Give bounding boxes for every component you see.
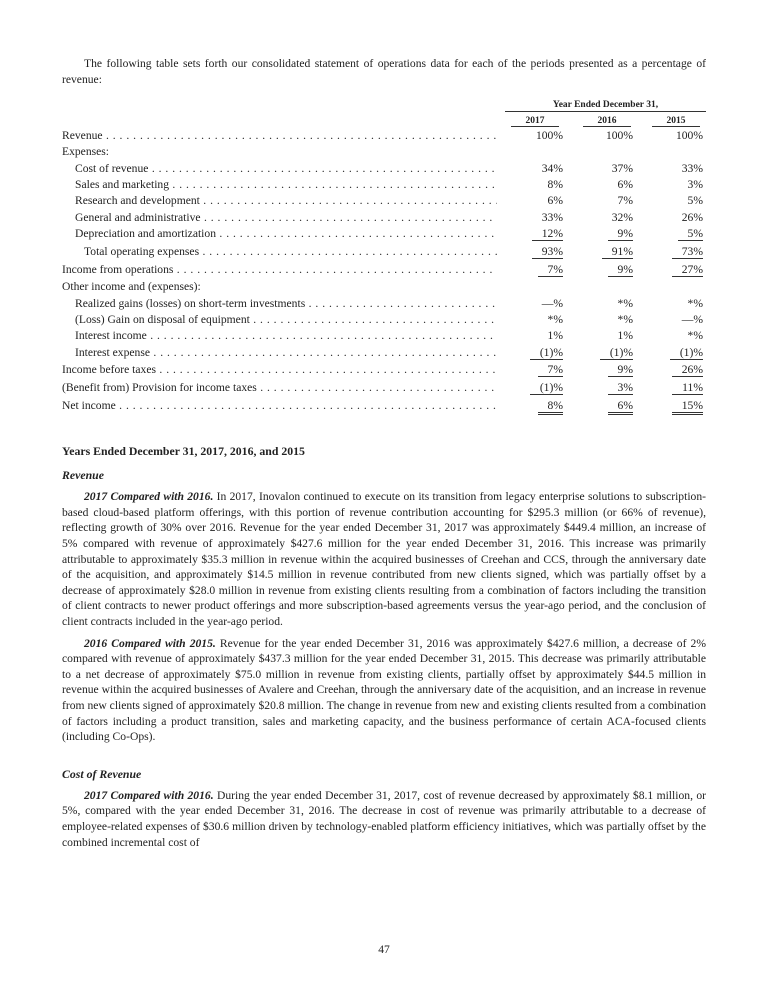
cell-2015 (649, 210, 703, 226)
table-row (62, 161, 706, 177)
cell-value: 26% (672, 363, 703, 377)
cell-value: 11% (672, 381, 703, 395)
page-number: 47 (378, 943, 390, 956)
cell-value: 93% (532, 245, 563, 259)
row-label: Revenue . . . (62, 128, 497, 144)
cell-value: 6% (608, 399, 633, 415)
cell-2016 (579, 262, 633, 278)
cell-value: 12% (532, 227, 563, 241)
table-row (62, 279, 706, 295)
cell-2015 (649, 362, 703, 378)
table-row (62, 193, 706, 209)
intro-paragraph: The following table sets forth our consolidated statement of operations data for each of the periods presented as a percentage of revenue: (62, 57, 706, 86)
cell-2016 (579, 296, 633, 312)
cell-2015 (649, 328, 703, 344)
year-header-2016: 2016 (583, 116, 631, 127)
cell-value: 100% (675, 129, 703, 143)
cell-value: 1% (617, 329, 633, 343)
cell-value: 34% (541, 161, 563, 175)
cell-2016 (579, 398, 633, 415)
cell-2015 (649, 398, 703, 415)
row-label: Realized gains (losses) on short-term investments . . . (75, 296, 497, 312)
table-row (62, 144, 706, 160)
table-row (62, 244, 706, 260)
cell-2015 (649, 193, 703, 209)
cell-2016 (579, 177, 633, 193)
cell-value: 8% (547, 178, 563, 192)
cell-2016 (579, 362, 633, 378)
revenue-paragraph-2016 (62, 636, 706, 745)
table-row (62, 210, 706, 226)
cell-value: 91% (602, 245, 633, 259)
cell-value: 100% (535, 129, 563, 143)
cell-2015 (649, 296, 703, 312)
cell-value: *% (687, 296, 703, 310)
cell-value: 8% (538, 399, 563, 415)
cell-value: (1)% (670, 346, 703, 360)
cell-value: (1)% (530, 381, 563, 395)
cell-value: (1)% (530, 346, 563, 360)
cell-value: 9% (608, 363, 633, 377)
revenue-paragraph-2017 (62, 489, 706, 629)
row-label: (Benefit from) Provision for income taxes . . . (62, 380, 497, 396)
row-label: Sales and marketing . . . (75, 177, 497, 193)
cell-value: 3% (687, 178, 703, 192)
cost-of-revenue-paragraph-2017 (62, 788, 706, 850)
cell-2016 (579, 210, 633, 226)
year-header-2015: 2015 (652, 116, 700, 127)
cell-value: 100% (605, 129, 633, 143)
cell-2015 (649, 226, 703, 242)
table-row (62, 398, 706, 414)
cell-value: 26% (681, 210, 703, 224)
cell-2015 (649, 161, 703, 177)
cell-value: 33% (681, 161, 703, 175)
cell-2015 (649, 262, 703, 278)
cell-value: —% (681, 312, 703, 326)
cell-value: 9% (608, 263, 633, 277)
cell-value: *% (617, 296, 633, 310)
row-label: Depreciation and amortization . . . (75, 226, 497, 242)
cell-value: 9% (608, 227, 633, 241)
table-row (62, 380, 706, 396)
cell-value: 7% (617, 194, 633, 208)
table-row (62, 128, 706, 144)
cell-2017 (509, 244, 563, 260)
paragraph-lead: 2017 Compared with 2016. (84, 490, 214, 504)
cell-2015 (649, 380, 703, 396)
paragraph-body: In 2017, Inovalon continued to execute on its transition from legacy enterprise solutions to subscription-based cloud-based platform offerings, with this portion of revenue contribution accounting for $295.3 million (or 66% of revenue), reflecting growth of 30% over 2016. Revenue for the year ended December 31, 2017 was approximately $449.4 million, an increase of 5% compared with revenue of approximately $427.6 million for the year ended December 31, 2016. This increase was primarily attributable to approximately $35.3 million in revenue within the acquired businesses of Creehan and CCS, through the anniversary date of the acquisition, and approximately $14.5 million in revenue contributed from new clients signed, which was partially offset by a decrease of approximately $28.0 million in revenue from existing clients resulting from a combination of factors including the transition of client contracts to newer product offerings and more subscription-based agreements versus the year-ago period, and the conclusion of client contracts included in the year-ago period. (62, 490, 706, 628)
document-page (62, 56, 706, 850)
table-row (62, 345, 706, 361)
year-header-2017: 2017 (511, 116, 559, 127)
row-label: Income from operations . . . (62, 262, 497, 278)
cell-2017 (509, 380, 563, 396)
revenue-heading: Revenue (62, 468, 104, 483)
table-row (62, 362, 706, 378)
cell-2015 (649, 177, 703, 193)
cell-value: —% (541, 296, 563, 310)
cell-2015 (649, 128, 703, 144)
cell-value: (1)% (600, 346, 633, 360)
cell-2015 (649, 312, 703, 328)
cell-value: 3% (608, 381, 633, 395)
row-label: Other income and (expenses): (62, 280, 201, 294)
cell-2016 (579, 193, 633, 209)
row-label: General and administrative . . . (75, 210, 497, 226)
cell-2017 (509, 177, 563, 193)
row-label: Net income . . . (62, 398, 497, 414)
cell-2017 (509, 312, 563, 328)
table-row (62, 296, 706, 312)
cell-2017 (509, 296, 563, 312)
section-title: Years Ended December 31, 2017, 2016, and 2015 (62, 444, 305, 459)
cell-value: 33% (541, 210, 563, 224)
paragraph-body: During the year ended December 31, 2017, cost of revenue decreased by approximately $8.1 million, or 5%, compared with the year ended December 31, 2016. The decrease in cost of revenue was primarily attributable to a decrease of employee-related expenses of $30.6 million driven by technology-enabled platform efficiency initiatives, which was partially offset by the combined incremental cost of (62, 788, 706, 849)
cell-value: 32% (611, 210, 633, 224)
cell-2015 (649, 345, 703, 361)
table-row (62, 328, 706, 344)
row-label: Research and development . . . (75, 193, 497, 209)
cell-value: *% (617, 312, 633, 326)
cell-value: 6% (547, 194, 563, 208)
cell-2017 (509, 193, 563, 209)
cell-2017 (509, 262, 563, 278)
paragraph-lead: 2017 Compared with 2016. (84, 788, 214, 802)
cell-value: 5% (687, 194, 703, 208)
cell-2016 (579, 128, 633, 144)
cell-2016 (579, 380, 633, 396)
cell-2017 (509, 362, 563, 378)
year-group-header: Year Ended December 31, (505, 100, 706, 112)
cell-2016 (579, 244, 633, 260)
table-row (62, 177, 706, 193)
table-row (62, 312, 706, 328)
cell-2016 (579, 226, 633, 242)
row-label: Expenses: (62, 145, 110, 159)
cell-value: 15% (672, 399, 703, 415)
cell-value: 37% (611, 161, 633, 175)
cell-2017 (509, 345, 563, 361)
row-label: Cost of revenue . . . (75, 161, 497, 177)
paragraph-lead: 2016 Compared with 2015. (84, 636, 216, 650)
cell-2017 (509, 328, 563, 344)
cell-value: 73% (672, 245, 703, 259)
cell-value: 7% (538, 363, 563, 377)
row-label: Interest income . . . (75, 328, 497, 344)
cell-2016 (579, 328, 633, 344)
row-label: (Loss) Gain on disposal of equipment . . . (75, 312, 497, 328)
cell-2017 (509, 210, 563, 226)
cell-value: 7% (538, 263, 563, 277)
cell-2017 (509, 398, 563, 415)
cell-value: 1% (547, 329, 563, 343)
cell-2015 (649, 244, 703, 260)
cell-value: 27% (672, 263, 703, 277)
paragraph-body: Revenue for the year ended December 31, 2016 was approximately $427.6 million, a decrease of 2% compared with revenue of approximately $437.3 million for the year ended December 31, 2015. This decrease was primarily attributable to a net decrease of approximately $75.0 million in revenue from existing clients, partially offset by approximately $44.5 million in revenue within the acquired businesses of Avalere and Creehan, through the anniversary date of the acquisition, and an increase in revenue from new clients signed of approximately $20.8 million. The change in revenue from new and existing clients resulted from a combination of factors including a product transition, sales and marketing capacity, and the business performance of certain ACA-focused clients (including Co-Ops). (62, 636, 706, 744)
cell-value: *% (687, 329, 703, 343)
row-label: Interest expense . . . (75, 345, 497, 361)
table-header (62, 92, 706, 128)
cell-2017 (509, 128, 563, 144)
cell-value: *% (547, 312, 563, 326)
cell-2016 (579, 312, 633, 328)
row-label: Income before taxes . . . (62, 362, 497, 378)
cell-2017 (509, 161, 563, 177)
row-label: Total operating expenses . . . (84, 244, 497, 260)
table-row (62, 226, 706, 242)
cell-2016 (579, 345, 633, 361)
cell-2017 (509, 226, 563, 242)
cost-of-revenue-heading: Cost of Revenue (62, 766, 142, 781)
table-row (62, 262, 706, 278)
cell-2016 (579, 161, 633, 177)
cell-value: 5% (678, 227, 703, 241)
operations-table (62, 128, 706, 414)
cell-value: 6% (617, 178, 633, 192)
